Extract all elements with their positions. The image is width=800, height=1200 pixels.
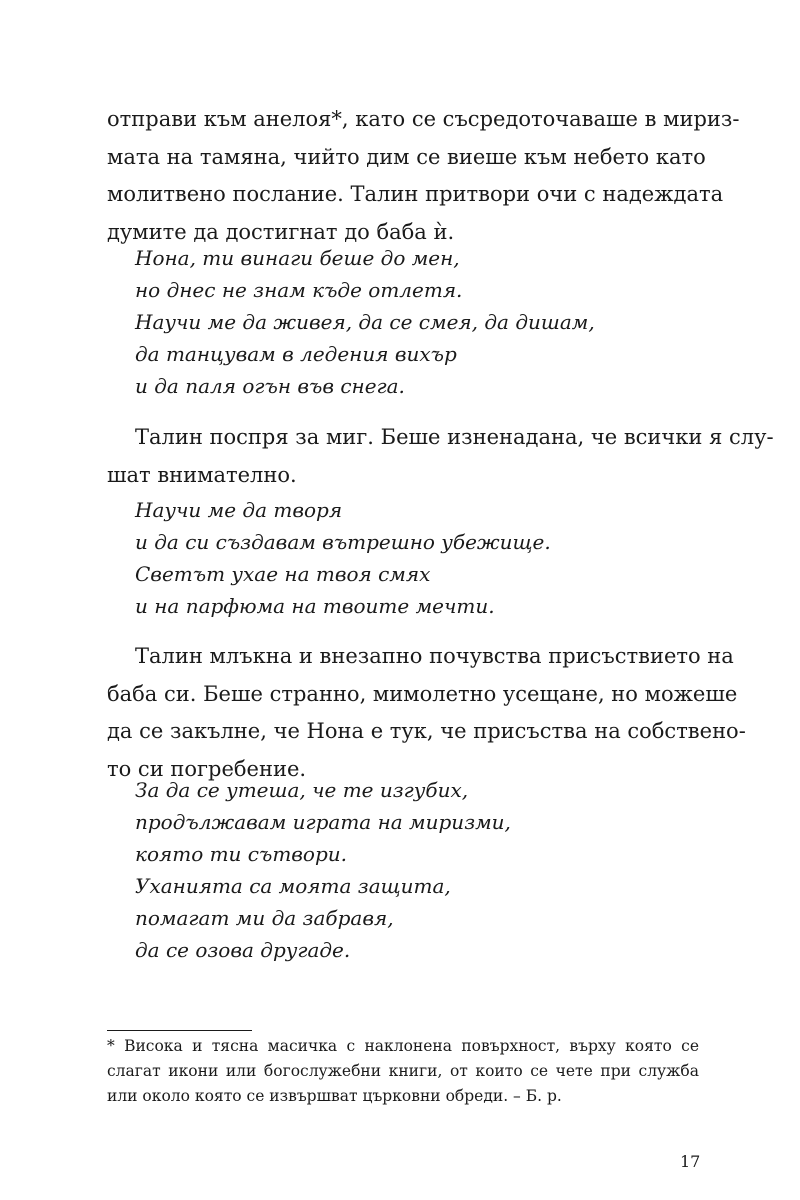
page-number: 17 [680,1152,701,1171]
paragraph-1 [107,101,740,251]
paragraph-2 [107,419,774,494]
paragraph-line: Талин млъкна и внезапно почувства присъствието на [135,644,734,668]
paragraph-line: да се закълне, че Нона е тук, че присъства на собствено- [107,719,746,743]
paragraph-line: Талин поспря за миг. Беше изненадана, че всички я слу- [135,425,774,449]
footnote-line: * Висока и тясна масичка с наклонена повърхност, върху която се [107,1037,699,1055]
verse-line: Нона, ти винаги беше до мен, [135,246,460,270]
paragraph-line: молитвено послание. Талин притвори очи с надеждата [107,182,724,206]
verse-line: Научи ме да творя [135,498,343,522]
verse-line: и да си създавам вътрешно убежище. [135,530,551,554]
paragraph-line: думите да достигнат до баба ѝ. [107,219,455,244]
verse-line: Светът ухае на твоя смях [135,562,431,586]
paragraph-line: отправи към анелоя*, като се съсредоточаваше в мириз- [107,107,740,131]
footnote-line: или около която се извършват църковни обреди. – Б. р. [107,1087,562,1105]
verse-line: да се озова другаде. [135,938,351,962]
verse-line: Научи ме да живея, да се смея, да дишам, [135,310,595,334]
verse-line: За да се утеша, че те изгубих, [135,778,469,802]
verse-line: Уханията са моята защита, [135,874,451,898]
paragraph-3 [107,638,746,788]
verse-line: и на парфюма на твоите мечти. [135,594,495,618]
verse-3 [107,774,727,966]
verse-line: но днес не знам къде отлетя. [135,278,463,302]
footnote-line: слагат икони или богослужебни книги, от които се чете при служба [107,1062,699,1080]
verse-line: продължавам играта на миризми, [135,810,511,834]
footnote-divider [107,1030,252,1031]
verse-1 [107,242,727,402]
paragraph-line: баба си. Беше странно, мимолетно усещане, но можеше [107,681,738,706]
paragraph-line: мата на тамяна, чийто дим се виеше към небето като [107,144,706,169]
paragraph-line: то си погребение. [107,756,307,781]
verse-line: и да паля огън във снега. [135,374,405,398]
verse-line: помагат ми да забравя, [135,906,394,930]
verse-2 [107,494,727,622]
paragraph-line: шат внимателно. [107,462,297,487]
verse-line: да танцувам в ледения вихър [135,342,457,366]
verse-line: която ти сътвори. [135,842,348,866]
footnote [107,1034,699,1109]
